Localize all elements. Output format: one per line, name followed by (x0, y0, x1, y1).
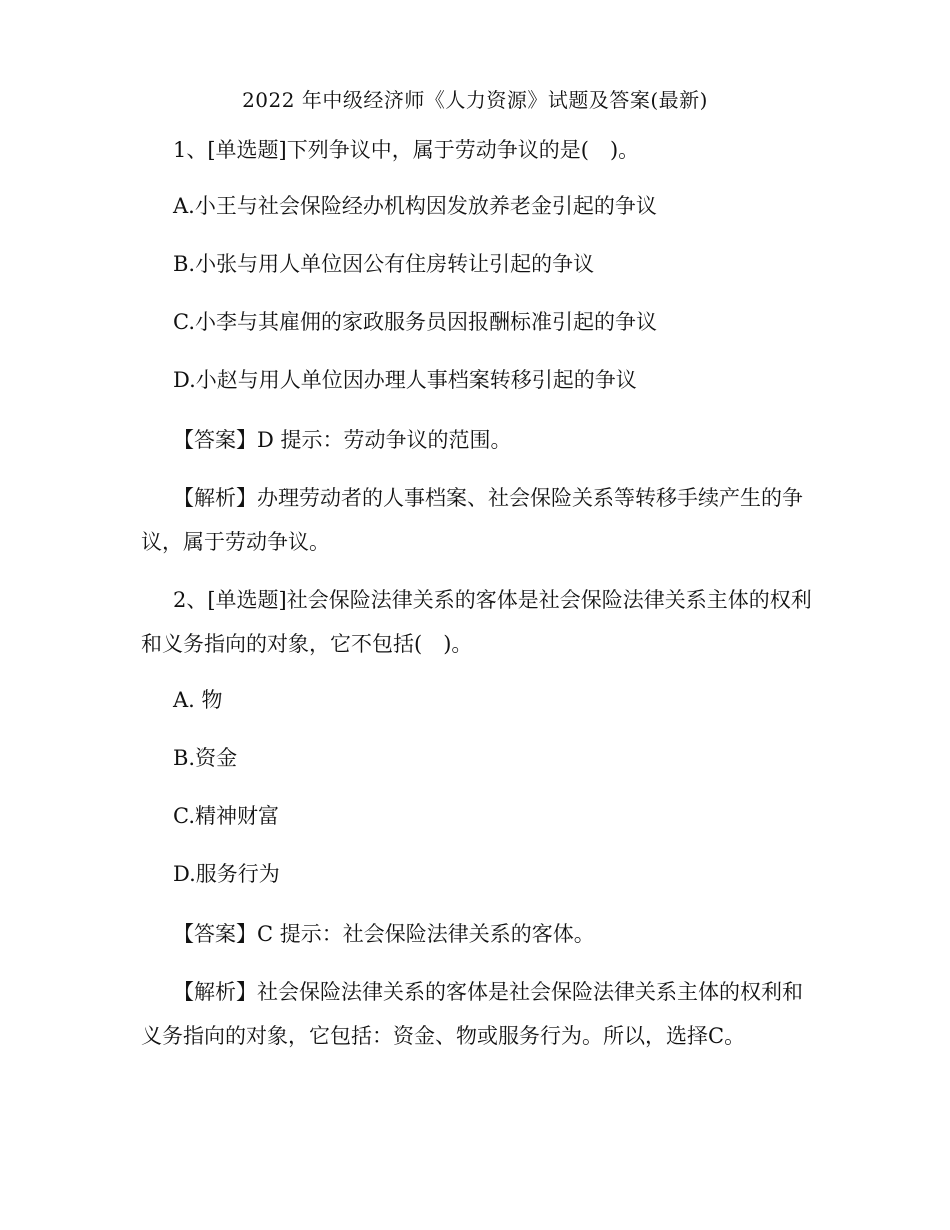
question-1-option-c: C.小李与其雇佣的家政服务员因报酬标准引起的争议 (173, 310, 657, 334)
question-1-analysis: 【解析】办理劳动者的人事档案、社会保险关系等转移手续产生的争议，属于劳动争议。 (141, 486, 803, 554)
question-2-stem: 2、[单选题]社会保险法律关系的客体是社会保险法律关系主体的权利和义务指向的对象，它不包括( )。 (141, 588, 812, 656)
question-1-option-b: B.小张与用人单位因公有住房转让引起的争议 (173, 252, 595, 276)
document-title: 2022 年中级经济师《人力资源》试题及答案(最新) (242, 88, 708, 112)
question-2-option-d: D.服务行为 (173, 862, 280, 886)
question-1-option-a: A.小王与社会保险经办机构因发放养老金引起的争议 (173, 194, 657, 218)
question-2-answer: 【答案】C 提示：社会保险法律关系的客体。 (173, 922, 595, 946)
question-2-option-b: B.资金 (173, 746, 238, 770)
question-2-option-c: C.精神财富 (173, 804, 279, 828)
question-2-option-a: A. 物 (173, 688, 223, 712)
question-1-option-d: D.小赵与用人单位因办理人事档案转移引起的争议 (173, 368, 637, 392)
question-1-stem: 1、[单选题]下列争议中，属于劳动争议的是( )。 (173, 138, 640, 162)
question-1-answer: 【答案】D 提示：劳动争议的范围。 (173, 428, 512, 452)
question-2-analysis: 【解析】社会保险法律关系的客体是社会保险法律关系主体的权利和义务指向的对象，它包括：资金、物或服务行为。所以，选择C。 (141, 980, 803, 1048)
